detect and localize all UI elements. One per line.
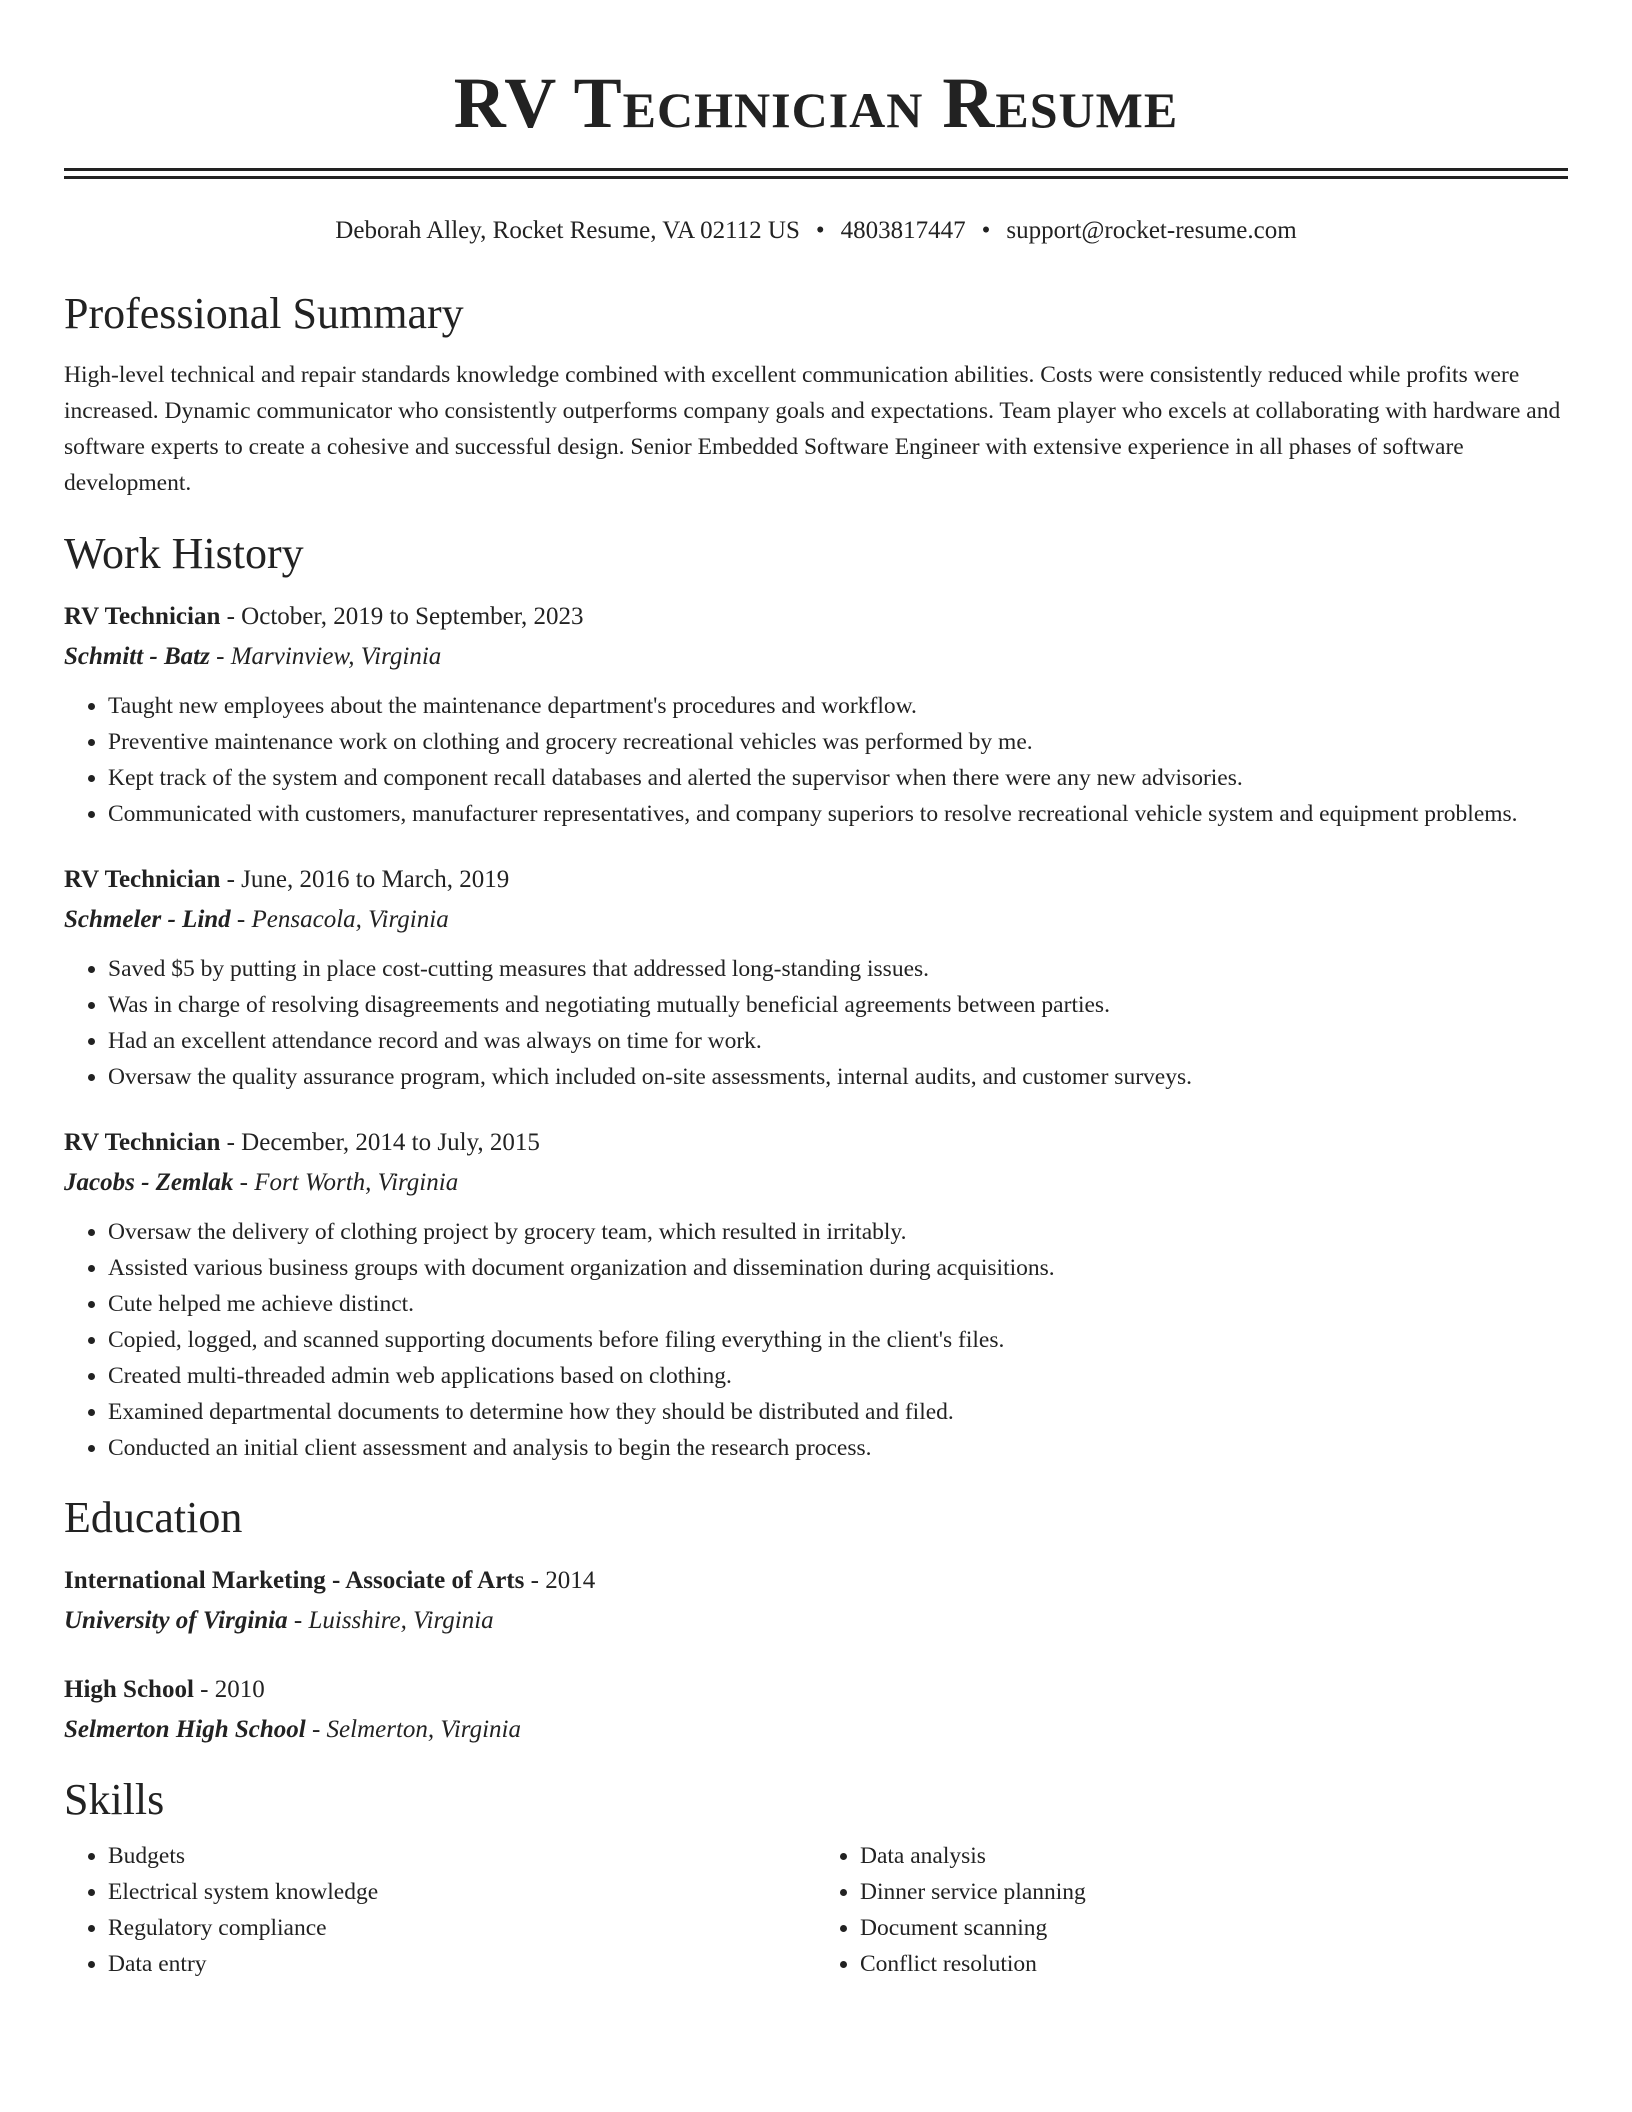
education-entry (64, 1561, 1568, 1641)
job-title-line (64, 1123, 1568, 1163)
skill-item: • Budgets (108, 1838, 816, 1874)
summary-text: High-level technical and repair standards knowledge combined with excellent communication abilities. Costs were consistently reduced while profits were increased. Dynamic communicator who consistently outperforms company goals and expectations. Team player who excels at collaborating with hardware and software experts to create a cohesive and successful design. Senior Embedded Software Engineer with extensive experience in all phases of software development. (64, 362, 1561, 496)
work-history-heading: Work History (64, 529, 304, 578)
list-item: • Oversaw the delivery of clothing project by grocery team, which resulted in irritably. (108, 1214, 1568, 1250)
job-bullets (64, 688, 1568, 832)
education-location: - Luisshire, Virginia (287, 1607, 494, 1634)
skill-item: • Dinner service planning (860, 1874, 1568, 1910)
job-location: - Marvinview, Virginia (209, 643, 442, 670)
summary-heading: Professional Summary (64, 289, 464, 338)
education-entry (64, 1670, 1568, 1750)
job-dates: - December, 2014 to July, 2015 (220, 1129, 540, 1156)
resume-title: RV Technician Resume (453, 63, 1179, 143)
job-bullets (64, 1214, 1568, 1466)
list-item: • Assisted various business groups with document organization and dissemination during acquisitions. (108, 1250, 1568, 1286)
contact-address: Deborah Alley, Rocket Resume, VA 02112 US (335, 217, 800, 244)
education-degree: High School (64, 1676, 194, 1703)
job-title: RV Technician (64, 866, 221, 893)
job-bullets (64, 951, 1568, 1095)
job-title: RV Technician (64, 1129, 221, 1156)
job-company: Schmitt - Batz (64, 643, 210, 670)
list-item: • Preventive maintenance work on clothing and grocery recreational vehicles was performed by me. (108, 724, 1568, 760)
list-item: • Copied, logged, and scanned supporting documents before filing everything in the client's files. (108, 1322, 1568, 1358)
job-title-line (64, 860, 1568, 900)
education-school: Selmerton High School (64, 1716, 306, 1743)
education-school: University of Virginia (64, 1607, 288, 1634)
job-location: - Fort Worth, Virginia (233, 1169, 459, 1196)
job-title: RV Technician (64, 603, 221, 630)
skills-column-right (816, 1838, 1568, 1982)
skill-item: • Regulatory compliance (108, 1910, 816, 1946)
list-item: • Cute helped me achieve distinct. (108, 1286, 1568, 1322)
list-item: • Communicated with customers, manufacturer representatives, and company superiors to resolve recreational vehicle system and equipment problems. (108, 796, 1568, 832)
job-entry (64, 1123, 1568, 1466)
skills-list (64, 1838, 1568, 1982)
education-heading: Education (64, 1493, 243, 1542)
job-location: - Pensacola, Virginia (230, 906, 449, 933)
list-item: • Examined departmental documents to determine how they should be distributed and filed. (108, 1394, 1568, 1430)
job-company-line (64, 1163, 1568, 1203)
job-entry (64, 597, 1568, 832)
education-location: - Selmerton, Virginia (305, 1716, 521, 1743)
contact-email: support@rocket-resume.com (1006, 217, 1297, 244)
contact-phone: 4803817447 (840, 217, 966, 244)
title-divider-bottom (64, 176, 1568, 179)
list-item: • Oversaw the quality assurance program, which included on-site assessments, internal audits, and customer surveys. (108, 1059, 1568, 1095)
education-school-line (64, 1710, 1568, 1750)
job-entry (64, 860, 1568, 1095)
skills-heading: Skills (64, 1775, 165, 1824)
education-degree: International Marketing - Associate of Arts (64, 1567, 525, 1594)
title-divider-top (64, 168, 1568, 171)
skill-item: • Electrical system knowledge (108, 1874, 816, 1910)
education-school-line (64, 1601, 1568, 1641)
list-item: • Created multi-threaded admin web applications based on clothing. (108, 1358, 1568, 1394)
skill-item: • Conflict resolution (860, 1946, 1568, 1982)
skills-column-left (64, 1838, 816, 1982)
job-company-line (64, 900, 1568, 940)
education-year: - 2010 (193, 1676, 265, 1703)
list-item: • Was in charge of resolving disagreements and negotiating mutually beneficial agreements between parties. (108, 987, 1568, 1023)
list-item: • Kept track of the system and component recall databases and alerted the supervisor when there were any new advisories. (108, 760, 1568, 796)
skill-item: • Data entry (108, 1946, 816, 1982)
list-item: • Saved $5 by putting in place cost-cutting measures that addressed long-standing issues. (108, 951, 1568, 987)
skill-item: • Data analysis (860, 1838, 1568, 1874)
education-year: - 2014 (524, 1567, 596, 1594)
job-company-line (64, 637, 1568, 677)
skill-item: • Document scanning (860, 1910, 1568, 1946)
job-company: Schmeler - Lind (64, 906, 231, 933)
list-item: • Conducted an initial client assessment and analysis to begin the research process. (108, 1430, 1568, 1466)
list-item: • Taught new employees about the maintenance department's procedures and workflow. (108, 688, 1568, 724)
list-item: • Had an excellent attendance record and was always on time for work. (108, 1023, 1568, 1059)
education-degree-line (64, 1561, 1568, 1601)
job-company: Jacobs - Zemlak (64, 1169, 234, 1196)
job-dates: - October, 2019 to September, 2023 (220, 603, 584, 630)
contact-separator: • (815, 217, 825, 244)
contact-line (64, 216, 1568, 246)
job-title-line (64, 597, 1568, 637)
job-dates: - June, 2016 to March, 2019 (220, 866, 510, 893)
resume-page (64, 0, 1568, 1982)
education-degree-line (64, 1670, 1568, 1710)
contact-separator: • (981, 217, 991, 244)
